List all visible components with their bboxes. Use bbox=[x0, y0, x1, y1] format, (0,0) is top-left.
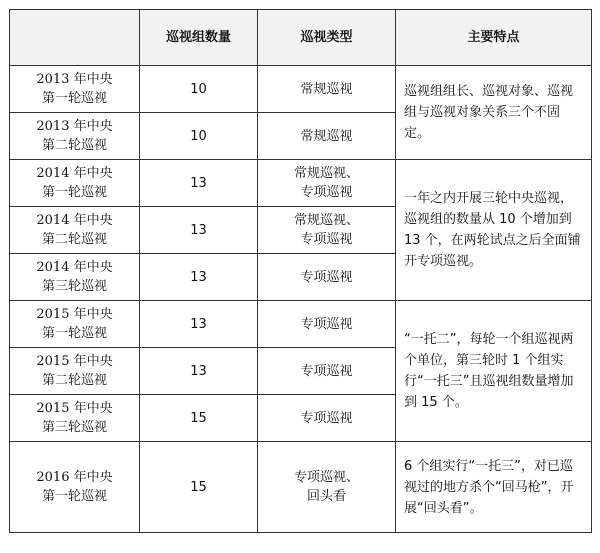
features-cell: 一年之内开展三轮中央巡视，巡视组的数量从 10 个增加到 13 个，在两轮试点之后全面铺开专项巡视。 bbox=[396, 160, 592, 301]
count-cell: 15 bbox=[140, 395, 258, 442]
round-cell: 2014 年中央 第三轮巡视 bbox=[10, 254, 140, 301]
features-cell: 巡视组组长、巡视对象、巡视组与巡视对象关系三个不固定。 bbox=[396, 66, 592, 160]
type-cell: 专项巡视 bbox=[258, 301, 396, 348]
header-features: 主要特点 bbox=[396, 10, 592, 66]
count-cell: 13 bbox=[140, 160, 258, 207]
header-count: 巡视组数量 bbox=[140, 10, 258, 66]
round-cell: 2015 年中央 第三轮巡视 bbox=[10, 395, 140, 442]
count-cell: 10 bbox=[140, 113, 258, 160]
table-row bbox=[10, 66, 592, 113]
round-cell: 2014 年中央 第一轮巡视 bbox=[10, 160, 140, 207]
type-cell: 专项巡视 bbox=[258, 395, 396, 442]
header-type: 巡视类型 bbox=[258, 10, 396, 66]
type-cell: 常规巡视、 专项巡视 bbox=[258, 207, 396, 254]
count-cell: 10 bbox=[140, 66, 258, 113]
header-blank bbox=[10, 10, 140, 66]
type-cell: 专项巡视 bbox=[258, 254, 396, 301]
features-cell: 6 个组实行“一托三”，对已巡视过的地方杀个“回马枪”，开展“回头看”。 bbox=[396, 442, 592, 533]
type-cell: 常规巡视、 专项巡视 bbox=[258, 160, 396, 207]
table-row bbox=[10, 160, 592, 207]
round-cell: 2015 年中央 第二轮巡视 bbox=[10, 348, 140, 395]
count-cell: 15 bbox=[140, 442, 258, 533]
round-cell: 2013 年中央 第二轮巡视 bbox=[10, 113, 140, 160]
type-cell: 常规巡视 bbox=[258, 113, 396, 160]
table-row bbox=[10, 442, 592, 533]
round-cell: 2013 年中央 第一轮巡视 bbox=[10, 66, 140, 113]
type-cell: 专项巡视 bbox=[258, 348, 396, 395]
round-cell: 2014 年中央 第二轮巡视 bbox=[10, 207, 140, 254]
count-cell: 13 bbox=[140, 207, 258, 254]
round-cell: 2015 年中央 第一轮巡视 bbox=[10, 301, 140, 348]
count-cell: 13 bbox=[140, 254, 258, 301]
round-cell: 2016 年中央 第一轮巡视 bbox=[10, 442, 140, 533]
type-cell: 专项巡视、 回头看 bbox=[258, 442, 396, 533]
count-cell: 13 bbox=[140, 348, 258, 395]
header-row bbox=[10, 10, 592, 66]
features-cell: “一托二”，每轮一个组巡视两个单位，第三轮时 1 个组实行“一托三”且巡视组数量增加到 15 个。 bbox=[396, 301, 592, 442]
table-row bbox=[10, 301, 592, 348]
count-cell: 13 bbox=[140, 301, 258, 348]
type-cell: 常规巡视 bbox=[258, 66, 396, 113]
inspection-table bbox=[9, 9, 592, 533]
